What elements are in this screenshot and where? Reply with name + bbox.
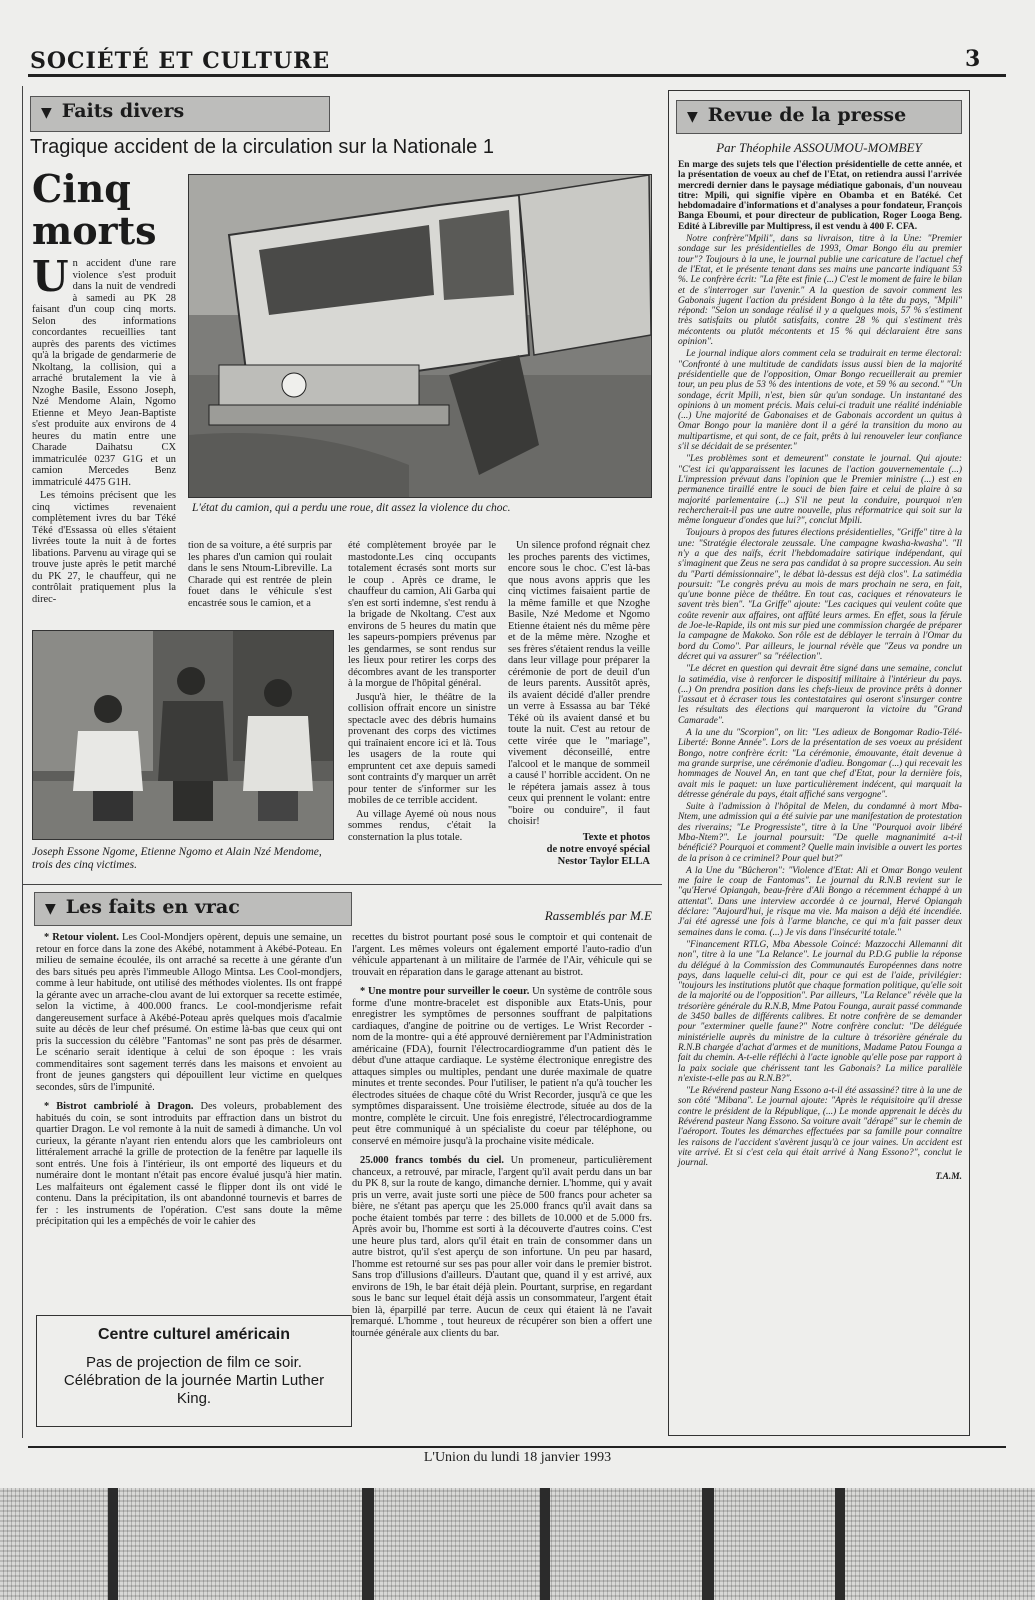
truck-photo [188, 174, 652, 498]
vrac-item4-text: Un promeneur, particulièrement chanceux, a retrouvé, par miracle, l'argent qu'il avait perdu dans un bar du PK 8, sur la route de kango, dimanche dernier. L'homme, qui y avait pris un verre, avait juste sorti une pièce de 500 francs pour acheter sa bière, ne s'étant pas aperçu que les 25.000 francs qu'il avait dans sa poche étaient tombés par terre : des billets de 10.000 et de 5.000 frs. Après avoir bu, l'homme est sorti à la découverte d'autres coins. C'est une heure plus tard, alors qu'il était en train de consommer dans un autre bistrot, qu'il s'est aperçu de son infortune. Un peu par hasard, l'homme est retourné sur ses pas pour aller voir dans le premier bistrot. Sans trop d'illusions d'ailleurs. D'autant que, quand il y est arrivé, aux environs de 19h, le bar était déjà plein. Pourtant, surprise, en regardant sous le banc sur lequel était déjà assis un consommateur, l'argent était bien là, éparpillé par terre. Aucun de ceux qui étaient là ne l'avait remarqué. L'homme , tout heureux de récupérer son bien a offert une tournée générale aux clients du bar. [352, 1155, 652, 1339]
revue-p10: "Le Révérend pasteur Nang Essono a-t-il été assassiné? titre à la une de son côté "Mibana". Le journal ajoute: "Après le réquisitoire qu'il dresse contre le président de la République, (...) Le monde apprenait le décès du Révérend pasteur Nang Essono. Sa voiture avait "dérapé" sur le chemin de l'aéroport. Toutes les démarches effectuées par sa famille pour connaître les raisons de l'accident s'avèrent jusqu'à ce jour vaines. Un accident est vite arrivé. Et si c'est cela qui était arrivé à Nang Essono?", conclut le journal. [678, 1086, 962, 1169]
vrac-col2-intro: recettes du bistrot pourtant posé sous le comptoir et qui contenait de l'argent. Les mêmes voleurs ont également emporté l'auto-radio d'un véhicule appartenant à un militaire de l'armée de l'Air, véhicule qui se trouvait en réparation dans le garage attenant au bistrot. [352, 932, 652, 978]
vrac-item1-title: * Retour violent. [44, 932, 119, 943]
accident-col3 [348, 540, 496, 845]
accident-col2 [188, 540, 332, 611]
vrac-item4-title: 25.000 francs tombés du ciel. [360, 1155, 504, 1166]
revue-p8: A la Une du "Bûcheron": "Violence d'Etat: Ali et Omar Bongo veulent me faire le coup de Fantomas". Le journal du R.N.B revient sur le "qu'Hervé Opiangah, beau-frère d'Ali Bongo a récemment échappé à un attentat". Dans une interview accordée à ce journal, Hervé Opiangah déclare: "Aujourd'hui, je risque ma vie. Ma maison a déjà été incendiée. J'ai été agressé une fois à l'arme blanche, ce qui m'a fait passer deux semaines dans le coma. (...) Je vis dans l'insécurité totale." [678, 865, 962, 938]
big-title-line1: Cinq [32, 166, 131, 211]
revue-p4: Toujours à propos des futures élections présidentielles, "Griffe" titre à la une: "Stratégie électorale zeussale. Une campagne kwasha-kwasha". "Il n'y a que des naïfs, écrit l'hebdomadaire satirique indépendant, qui s'imaginent que Zeus ne sera pas candidat à sa propre succession. Au sein du "Parti démissionnaire", le débat là-dessus est déjà clos". La satimédia poursuit: "Le congrès prévu au mois de mars prochain ne sera, en fait, qu'une bonne pièce de théâtre. En tout cas, caciques et rénovateurs le savent très bien". "La Griffe" ajoute: "Les caciques qui veulent coûte que coûte revenir aux affaires, ont affûté leurs armes. En effet, sous la férule de Joe-le-Rapide, ils ont mis sur pied une commission chargée de préparer la campagne de Makoko. Son rôle est de déblayer le terrain à l'Omar du bord du Como". Par ailleurs, le journal révèle que "Zeus va pondre un décret qui va assurer" sa "réélection". [678, 528, 962, 662]
footer-text: L'Union du lundi 18 janvier 1993 [423, 1450, 612, 1465]
big-title-line2: morts [32, 208, 157, 253]
scan-stripe [108, 1488, 118, 1600]
accident-col1-para1: n accident d'une rare violence s'est produit dans la nuit de vendredi à samedi au PK 28 faisant d'un coup cinq morts. Selon des informations concordantes recueillies tant auprès des parents des victimes qu'à la brigade de gendarmerie de Nkoltang, la collision, qui a arraché brutalement la vie à Nzoghe Basile, Essono Joseph, Nzé Mendome Alain, Ngomo Etienne et Meyo Jean-Baptiste s'est produite aux environs de 4 heures du matin entre une Charade Daihatsu CX immatriculée 0237 G1G et un camion Mercedes Benz immatriculé 4475 G1H. [32, 258, 176, 488]
truck-photo-image [189, 175, 651, 497]
revue-p7: Suite à l'admission à l'hôpital de Melen, du condamné à mort Mba-Ntem, une admission qui a été suivie par une manifestation de protestation des riverains; "Le Progressiste", titre à la Une "Pourquoi avoir libéré Mba-Ntem?". Le journal poursuit: "De quelle magnanimité a-t-il bénéficié? Pourquoi et comment? Quelle main invisible a ouvert les portes de la prison à ce criminel? Pour quel but?" [678, 802, 962, 864]
dropcap: U [32, 252, 69, 301]
revue-p6: A la une du "Scorpion", on lit: "Les adieux de Bongomar Radio-Télé-Liberté: Bonne Année". Lors de la présentation de ses voeux au président Bongo, notre confrère écrit: "La cérémonie, émouvante, était devenue à ma grande surprise, une cérémonie d'adieu. Bongomar (...) qui recevait les hommages de Nouvel An, en tant que chef d'Etat, pour la dernière fois, avait mis le paquet: un luxe particulièrement indécent, qui marquait la détresse générale du pays, était affiché sans vergogne". [678, 728, 962, 800]
signature-line3: Nestor Taylor ELLA [557, 855, 650, 867]
triangle-down-icon: ▼ [45, 901, 56, 917]
scan-stripe [835, 1488, 845, 1600]
victims-photo-image [33, 631, 333, 839]
accident-col4 [508, 540, 650, 868]
triangle-down-icon: ▼ [687, 109, 698, 125]
signature-line1: Texte et photos [582, 831, 650, 843]
victims-photo-caption: Joseph Essone Ngome, Etienne Ngomo et Alain Nzé Mendome, trois des cinq victimes. [32, 846, 322, 871]
faits-vrac-banner [34, 892, 352, 926]
revue-banner [676, 100, 962, 134]
header-rule [28, 74, 1006, 77]
vrac-item3-text: Un système de contrôle sous forme d'une montre-bracelet est disponible aux Etats-Unis, pour enregistrer les symptômes de personnes souffrant de palpitations cardiaques, d'angine de poitrine ou de vertiges. Le Wrist Recorder - nom de la montre- qui a été approuvé dernièrement par l'Administration américaine (FDA), fournit l'électrocardiogramme d'un patient dès le début d'une attaque cardiaque. Le système électronique enregistre des attaques simples ou multiples, pendant une durée maximale de quatre minutes et trente secondes. Pour l'utiliser, le patient n'a qu'à toucher les électrodes situées de chaque côté du Wrist Recorder, jusqu'à ce que les symptômes disparaissent. Une troisième électrode, située au dos de la montre, complète le circuit. Une fois enregistré, l'électrocardiogramme peut être communiqué à un spécialiste du coeur par téléphone, ou conservé en mémoire jusqu'à la prochaine visite médicale. [352, 986, 652, 1147]
accident-col3-para2: Jusqu'à hier, le théâtre de la collision offrait encore un sinistre spectacle avec des débris humains provenant des corps des victimes qui traînaient encore ici et là. Tous les usagers de la route qui empruntent cet axe depuis samedi sont contraints d'y marquer un arrêt pour tenter de s'informer sur les mobiles de ce terrible accident. [348, 691, 496, 806]
revue-byline: Par Théophile ASSOUMOU-MOMBEY [716, 140, 922, 155]
faits-divers-banner [30, 96, 330, 132]
vrac-item3-title: * Une montre pour surveiller le coeur. [360, 986, 530, 997]
accident-headline: Tragique accident de la circulation sur la Nationale 1 [30, 136, 494, 158]
vrac-top-rule [22, 884, 662, 885]
accident-signature [508, 832, 650, 868]
scan-stripe [362, 1488, 374, 1600]
vrac-col2 [352, 932, 652, 1341]
accident-col4-para: Un silence profond régnait chez les proches parents des victimes, encore sous le choc. C'est là-bas que nous avons appris que les cinq victimes faisaient partie de la même famille et que Nzoghe Basile, Nzé Medome et Ngomo Etienne étaient nés du même père et de la même mère. Nzoghe et ses frères s'étaient rendus la veille dans leur village pour préparer la cérémonie de port de deuil d'un de leurs parents. Aussitôt après, ils avaient décidé d'aller prendre un verre à Essassa au bar Téké Téké où ils avaient dansé et bu toute la nuit. C'est au retour de cette virée que le "mariage", vivement déconseillé, entre l'alcool et le manque de sommeil a causé l' horrible accident. On ne le répétera jamais assez à tous ceux qui prennent le volant: entre "boire ou conduire", il faut choisir! [508, 540, 650, 827]
big-title [32, 168, 192, 252]
accident-col3-para3: Au village Ayemé où nous nous sommes rendus, c'était la consternation la plus totale. [348, 808, 496, 843]
revue-p3: "Les problèmes sont et demeurent" constate le journal. Qui ajoute: "C'est ici qu'apparaissent les lacunes de l'action gouvernementale (...) L'impression prévaut dans l'opinion que le Premier ministre (...) est en permanence tiraillé entre le souci de bien faire et celui de plaire à sa majorité parlementaire (...) S'il ne peut la conduire, pourquoi n'en rechercherait-il pas une autre nouvelle, plus réformatrice qui soit sur la même longueur d'ondes que lui?", conclut Mpili. [678, 454, 962, 527]
victims-photo [32, 630, 334, 840]
truck-photo-caption: L'état du camion, qui a perdu une roue, dit assez la violence du choc. [192, 502, 511, 514]
page-number: 3 [965, 46, 981, 72]
faits-vrac-byline: Rassemblés par M.E [544, 908, 652, 923]
triangle-down-icon: ▼ [41, 105, 52, 121]
accident-col3-para1: été complètement broyée par le mastodonte.Les cinq occupants totalement écrasés sont morts sur le coup . Après ce drame, le chauffeur du camion, Ali Garba qui s'en est sorti indemne, s'est rendu à la brigade de Nkoltang. C'est aux environs de 5 heures du matin que les sapeurs-pompiers prévenus par les gendarmes, se sont rendus sur les lieux pour retirer les corps des décombres avant de les transporter à la morgue de l'hôpital général. [348, 540, 496, 689]
accident-col1 [32, 252, 176, 607]
section-title: SOCIÉTÉ ET CULTURE [30, 48, 331, 74]
accident-col1-para2: Les témoins précisent que les cinq victimes revenaient complètement ivres du bar Téké Téké d'Essassa où elles s'étaient livrées toute la nuit à de fortes libations. Parvenu au virage qui se trouve juste après le petit marché du PK 27, le chauffeur, qui ne contrôlait pratiquement plus la direc- [32, 490, 176, 605]
revue-p9: "Financement RTLG, Mba Abessole Coincé: Mazzocchi Allemanni dit non", titre à la une "La Relance". Le journal du P.D.G publie la réponse du délégué à la Commission des Communautés Européennes dans notre pays, dans laquelle celui-ci dit, pour ce qui est de l'aide, privilégier: "toujours les institutions plutôt que chaque formation politique, qu'elle soit de la majorité ou de l'opposition". Par ailleurs, "La Relance" révèle que la trésorière générale du R.N.B, Mme Patou Founga, aurait passé commande de 3450 balles de différents calibres. Et notre confrère de se demander pour "exterminer quelle faune?" Notre confrère conclut: "De déléguée ministérielle auprès du ministre de la culture à trésorière générale du R.N.B chargée d'achat d'armes et de munitions, Madame Patou Founga a fait du chemin. A-t-elle réfléchi à l'acte ignoble qu'elle pose par rapport à la paix sociale que chérissent tant les Gabonais? La milice parallèle n'existe-t-elle pas au R.N.B?". [678, 939, 962, 1084]
vrac-item4 [352, 1155, 652, 1339]
revue-banner-label: Revue de la presse [707, 104, 907, 126]
vrac-item2-title: * Bistrot cambriolé à Dragon. [44, 1101, 194, 1112]
faits-vrac-banner-label: Les faits en vrac [65, 896, 240, 918]
centre-culturel-box [36, 1315, 352, 1427]
scan-stripe [540, 1488, 550, 1600]
vrac-item1-text: Les Cool-Mondjers opèrent, depuis une semaine, un retour en force dans la zone des Akébé, notamment à Akébé-Poteau. En milieu de semaine écoulée, ils ont arraché sa recette à une gérante d'un des bars situés peu après l'immeuble Allogo Mintsa. Les Cool-mondjers, comme à leur habitude, ont utilisé des méthodes violentes. Ils ont frappé la gérante avec un arrache-clou avant de lui extorquer sa recette estimée, selon la victime, à 400.000 francs. Le cool-mondjerisme refait dangereusement surface à Akébé-Poteau après quelques mois d'acalmie suite au décès de leur chef présumé. On estime là-bas que ceux qui ont pris la succession du célèbre "Fantomas" ne sont pas près de désarmer. Le scénario serait identique à celui de son époque : les vrais commenditaires sont sagement terrés dans les maisons et envoient au front de jeunes gangsters qui dépouillent leur victime en quelques secondes, sûrs de l'impunité. [36, 932, 342, 1093]
centre-culturel-text: Pas de projection de film ce soir. Célébration de la journée Martin Luther King. [63, 1354, 325, 1407]
signature-line2: de notre envoyé spécial [546, 843, 650, 855]
revue-body [678, 160, 962, 1182]
scan-artifact [0, 1488, 1035, 1600]
vrac-col1 [36, 932, 342, 1230]
revue-signoff: T.A.M. [935, 1171, 962, 1182]
vrac-item1 [36, 932, 342, 1093]
vrac-item3 [352, 986, 652, 1147]
scan-stripe [702, 1488, 714, 1600]
faits-divers-banner-label: Faits divers [61, 100, 185, 122]
revue-p5: "Le décret en question qui devrait être signé dans une semaine, conclut la satimédia, vise à renforcer le dispositif militaire à l'intérieur du pays.(...) On prendra position dans les chefs-lieux de province prêts à donner l'assaut et à écraser tous les contestataires qui oseront s'insurger contre les résultats des élections qui marqueront la victoire du "Grand Camarade". [678, 664, 962, 726]
centre-culturel-title: Centre culturel américain [97, 1326, 291, 1343]
accident-col2-para: tion de sa voiture, a été surpris par les phares d'un camion qui roulait dans le sens Ntoum-Libreville. La Charade qui est rentrée de plein fouet dans le véhicule s'est encastrée sous le camion, et a [188, 540, 332, 609]
vrac-item2 [36, 1101, 342, 1228]
revue-p2: Le journal indique alors comment cela se traduirait en terme électoral: "Confronté à une multitude de candidats issus aussi bien de la majorité présidentielle que de l'opposition, Omar Bongo recueillerait au premier tour, un peu plus de 53 % des intentions de vote, et 59 % au second." "Un sondage, écrit Mpili, n'est, bien sûr qu'un sondage. Un instantané des opinions à un moment précis. Mais celui-ci traduit une réalité indéniable (...) Une majorité de Gabonaises et de Gabonais accordent un quitus à Omar Bongo pour la manière dont il a géré la transition du mono au multipartisme, et qui sont, de ce fait, prêts à lui renouveler leur confiance s'il se décidait de se présenter." [678, 349, 962, 453]
revue-p1: Notre confrère"Mpili", dans sa livraison, titre à la Une: "Premier sondage sur les présidentielles de 1993, Omar Bongo élu au premier tour"? Toujours à la une, le journal publie une caricature de l'actuel chef de l'Etat, et le présente tenant dans ses mains une pancarte indiquant 53 %. Le confrère écrit: "La fête est finie (...) C'est le moment de faire le bilan et de s'interroger sur l'avenir." A la question de savoir comment les Gabonais jugent l'action du président Bongo à la tête du pays, "Mpili" répond: "Selon un sondage réalisé il y a quelques mois, 57 % s'estiment très satisfaits ou plutôt satisfaits, contre 28 % qui s'estiment très mécontents ou plutôt mécontents et 15 % qui déclaraient être sans opinion". [678, 234, 962, 348]
vrac-item2-text: Des voleurs, probablement des habitués du coin, se sont introduits par effraction dans un bistrot du quartier Dragon. Le vol remonte à la nuit de samedi à dimanche. Un vol curieux, la gérante n'ayant rien entendu alors que les cambrioleurs ont littéralement arraché la grille de protection de la fenêtre par laquelle ils sont entrés. Une fois à l'intérieur, ils ont emporté des liqueurs et du numéraire dont le montant n'était pas encore évalué jusqu'à hier matin. Les malfaiteurs ont également cassé le flipper dont ils ont vidé le contenu. Dans la précipitation, ils ont abandonné tournevis et barres de fer : les instruments de l'opération. C'est sans doute la même précipitation qui les a empêchés de voir le cahier des [36, 1101, 342, 1227]
revue-intro: En marge des sujets tels que l'élection présidentielle de cette année, et la présentation de voeux au chef de l'Etat, on retiendra aussi l'arrivée mercredi dernier dans le paysage médiatique gabonais, d'un nouveau titre: Mpili, qui signifie vipère en Obamba et en Batéké. Cet hebdomadaire d'informations et d'analyses a pour fondateur, François Banga Eboumi, et pour directeur de publication, Roger Looga Beng. Edité à Libreville par Multipress, il est vendu à 400 F. CFA. [678, 160, 962, 232]
footer-rule [28, 1446, 1006, 1448]
